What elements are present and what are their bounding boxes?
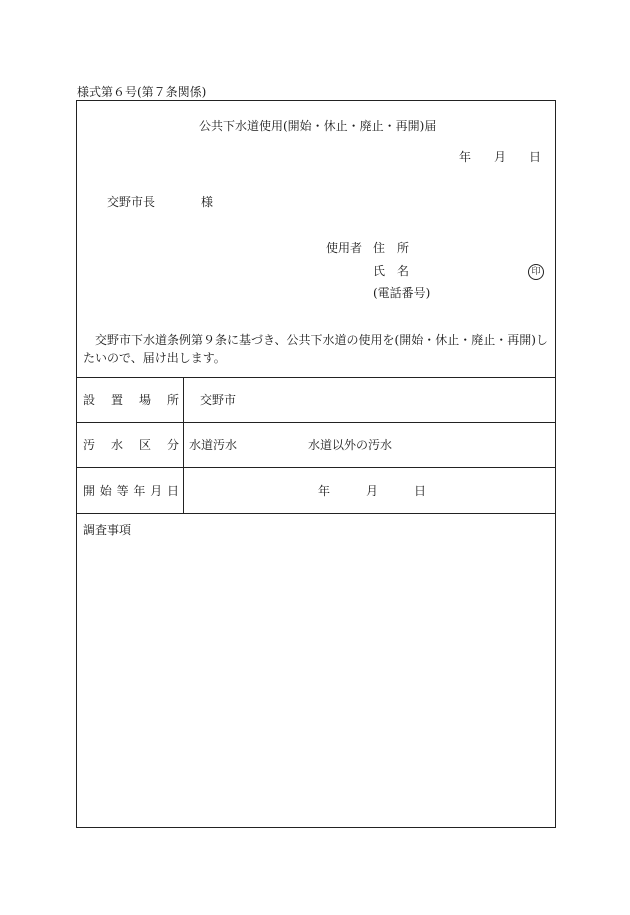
- addressee-mayor: 交野市長: [107, 195, 156, 209]
- row-divider: [77, 513, 555, 514]
- addressee-honorific: 様: [201, 195, 214, 209]
- sewage-option-other: 水道以外の汚水: [308, 438, 393, 452]
- applicant-label: 使用者: [326, 241, 363, 255]
- survey-label: 調査事項: [83, 523, 132, 537]
- start-date-day: 日: [414, 484, 427, 498]
- seal-mark: 印: [528, 264, 544, 280]
- name-label: 氏 名: [373, 264, 410, 278]
- start-date-label: 開 始 等 年 月 日: [83, 484, 179, 498]
- date-month: 月: [494, 150, 507, 164]
- date-day: 日: [529, 150, 542, 164]
- sewage-option-water: 水道汚水: [189, 438, 238, 452]
- row-divider: [77, 467, 555, 468]
- row-divider: [77, 422, 555, 423]
- start-date-year: 年: [318, 484, 331, 498]
- row-divider: [77, 377, 555, 378]
- column-divider: [183, 377, 184, 513]
- location-label: 設 置 場 所: [83, 393, 179, 407]
- address-label: 住 所: [373, 241, 410, 255]
- declaration-text: 交野市下水道条例第９条に基づき、公共下水道の使用を(開始・休止・廃止・再開)したいので、届け出します。: [83, 333, 548, 365]
- location-value: 交野市: [200, 393, 237, 407]
- phone-label: (電話番号): [373, 286, 431, 300]
- sewage-type-label: 汚 水 区 分: [83, 438, 179, 452]
- date-year: 年: [459, 150, 472, 164]
- form-number: 様式第６号(第７条関係): [77, 85, 207, 99]
- form-frame: [76, 100, 556, 828]
- form-title: 公共下水道使用(開始・休止・廃止・再開)届: [199, 119, 437, 133]
- start-date-month: 月: [366, 484, 379, 498]
